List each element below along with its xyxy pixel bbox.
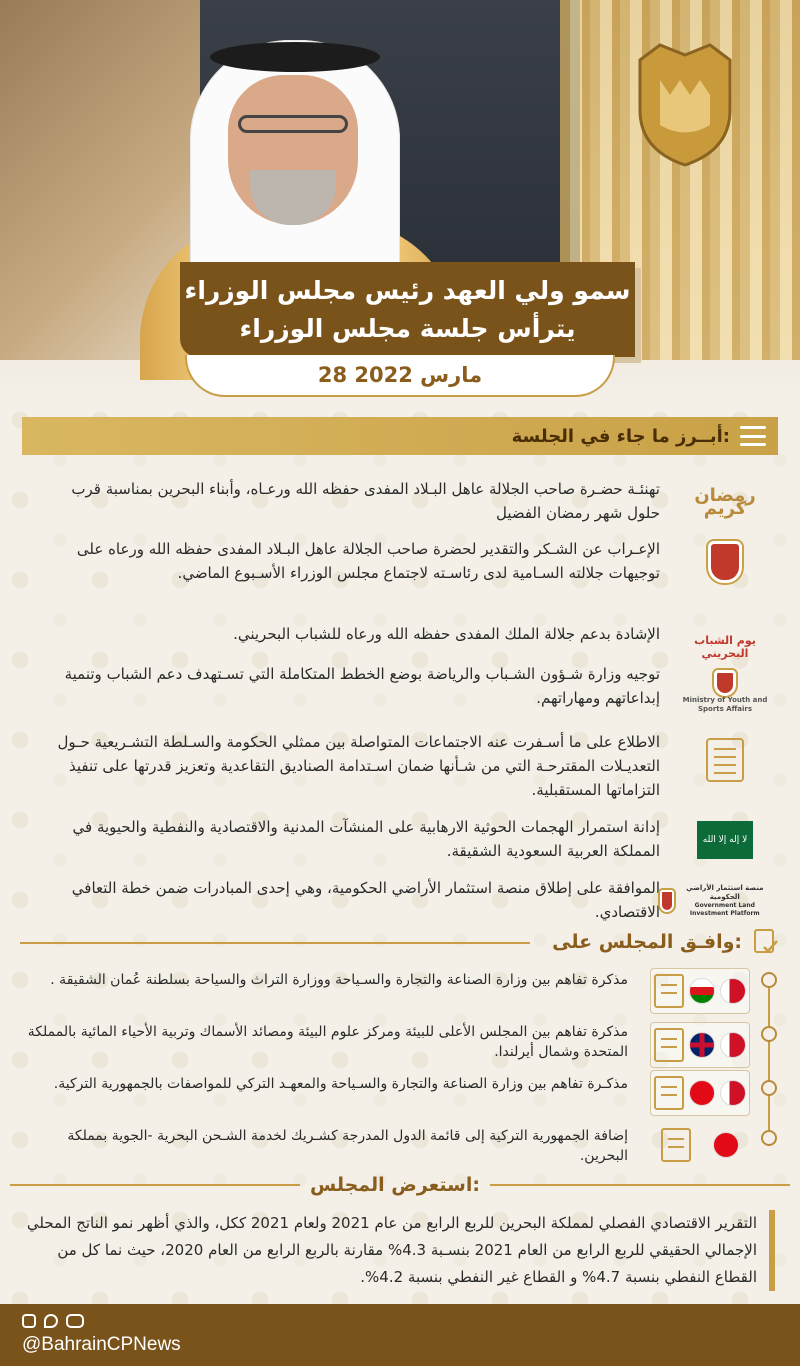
timeline-dot: [761, 972, 777, 988]
instagram-icon[interactable]: [22, 1314, 36, 1328]
highlight-item: [0, 477, 800, 527]
flags-box: [650, 1070, 750, 1116]
agreed-title: وافـق المجلس على:: [552, 931, 742, 953]
cargo-icon: [661, 1128, 691, 1162]
social-handle[interactable]: @BahrainCPNews: [22, 1334, 181, 1355]
timeline-dot: [761, 1130, 777, 1146]
turkey-flag-icon: [689, 1080, 715, 1106]
timeline-line: [768, 975, 770, 1140]
date-text: 28 مارس 2022: [317, 363, 483, 387]
oman-flag-icon: [689, 978, 715, 1004]
highlight-text: توجيه وزارة شـؤون الشـباب والرياضة بوضع الخطط المتكاملة التي تسـتهدف دعم الشباب وتنمية إبداعاتهم ومهاراتهم.: [64, 665, 660, 707]
highlight-item: [0, 876, 800, 926]
timeline-dot: [761, 1026, 777, 1042]
agreement-icon: [654, 974, 684, 1008]
highlights-title: أبــرز ما جاء في الجلسة:: [511, 425, 730, 447]
highlight-text: تهنئـة حضـرة صاحب الجلالة عاهل البـلاد المفدى حفظه الله ورعـاه، وأبناء البحرين بمناسبة قرب حلول شهر رمضان الفضيل: [71, 480, 660, 522]
social-icons: [22, 1314, 84, 1328]
list-icon: [740, 426, 766, 446]
highlight-text: الاطلاع على ما أسـفرت عنه الاجتماعات المتواصلة بين ممثلي الحكومة والسـلطة التشـريعية حـول التعديـلات المقترحـة التي من شـأنها ضمان اسـتدامة الصناديق التقاعدية وتعزيز قدرتها على تنفيذ التزاماتها المستقبلية.: [57, 733, 660, 799]
turkey-flag-icon: [713, 1132, 739, 1158]
flags-box: [650, 1022, 750, 1068]
ramadan-kareem-icon: رمضان كريم: [694, 485, 756, 519]
agreement-icon: [654, 1028, 684, 1062]
flags-box: [650, 1122, 750, 1168]
bahrain-flag-icon: [720, 1032, 746, 1058]
youtube-icon[interactable]: [66, 1314, 84, 1328]
bahrain-crest-icon: [680, 537, 770, 587]
highlight-text: إدانة استمرار الهجمات الحوثية الارهابية على المنشآت المدنية والاقتصادية والنفطية والحيوية في المملكة العربية السعودية الشقيقة.: [72, 818, 660, 860]
agreed-header: [520, 924, 780, 960]
review-header: [0, 1170, 800, 1200]
review-text: التقرير الاقتصادي الفصلي لمملكة البحرين للربع الرابع من عام 2021 ولعام 2021 ككل، والذي أظهر نمو الناتج المحلي الإجمالي الحقيقي للربع الرابع من العام 2021 بنسـبة 4.3% مقارنة بالربع الرابع من العام 2020، حيث نما كل من القطاع النفطي بنسبة 4.7% و القطاع غير النفطي بنسبة 4.2%.: [20, 1210, 775, 1291]
highlight-text: الإعـراب عن الشـكر والتقدير لحضرة صاحب الجلالة عاهل البـلاد المفدى حفظه الله ورعاه على توجيهات جلالته السـامية لدى رئاسـته لاجتماع مجلس الوزراء الأسـبوع الماضي.: [76, 540, 660, 582]
highlight-item: [0, 815, 800, 865]
highlights-header: [22, 417, 778, 455]
agreement-icon: [654, 1076, 684, 1110]
flags-box: [650, 968, 750, 1014]
highlight-item: [0, 730, 800, 802]
ministry-youth-sports-icon: Ministry of Youth and Sports Affairs: [680, 662, 770, 722]
agreed-text: مذكرة تفاهم بين المجلس الأعلى للبيئة ومركز علوم البيئة ومصائد الأسماك وتربية الأحياء المائية بالمملكة المتحدة وشمال أيرلندا.: [27, 1024, 628, 1060]
bahraini-youth-day-icon: يوم الشباب البحريني: [694, 634, 756, 660]
uk-flag-icon: [689, 1032, 715, 1058]
headline-box: [180, 262, 635, 357]
headline-line-2: يترأس جلسة مجلس الوزراء: [239, 313, 576, 343]
agreed-text: مذكرة تفاهم بين وزارة الصناعة والتجارة والسـياحة ووزارة التراث والسياحة بسلطنة عُمان الشقيقة .: [50, 972, 628, 988]
footer: [0, 1304, 800, 1366]
date-badge: [185, 355, 615, 397]
agreed-text: مذكـرة تفاهم بين وزارة الصناعة والتجارة والسـياحة والمعهـد التركي للمواصفات بالجمهورية التركية.: [53, 1076, 628, 1092]
twitter-icon[interactable]: [44, 1314, 58, 1328]
highlight-text: الموافقة على إطلاق منصة استثمار الأراضي الحكومية، وهي إحدى المبادرات ضمن خطة التعافي الاقتصادي.: [71, 879, 660, 921]
document-check-icon: [750, 927, 780, 957]
headline-line-1: سمو ولي العهد رئيس مجلس الوزراء: [184, 275, 631, 305]
bahrain-flag-icon: [720, 978, 746, 1004]
saudi-flag-icon: لا إله إلا الله: [680, 815, 770, 865]
highlight-text: الإشادة بدعم جلالة الملك المفدى حفظه الله ورعاه للشباب البحريني.: [233, 625, 660, 643]
review-title: استعرض المجلس:: [310, 1174, 480, 1196]
bahrain-flag-icon: [720, 1080, 746, 1106]
highlight-item: [0, 537, 800, 587]
checklist-icon: [680, 730, 770, 790]
land-investment-platform-icon: منصة استثمار الأراضي الحكومية Government Land Investment Platform: [660, 876, 770, 926]
agreed-text: إضافة الجمهورية التركية إلى قائمة الدول المدرجة كشـريك لخدمة الشـحن البحرية -الجوية بمملكة البحرين.: [67, 1128, 628, 1164]
highlight-item: [0, 662, 800, 722]
timeline-dot: [761, 1080, 777, 1096]
separator-line: [20, 942, 530, 944]
bahrain-emblem-icon: [630, 40, 740, 170]
